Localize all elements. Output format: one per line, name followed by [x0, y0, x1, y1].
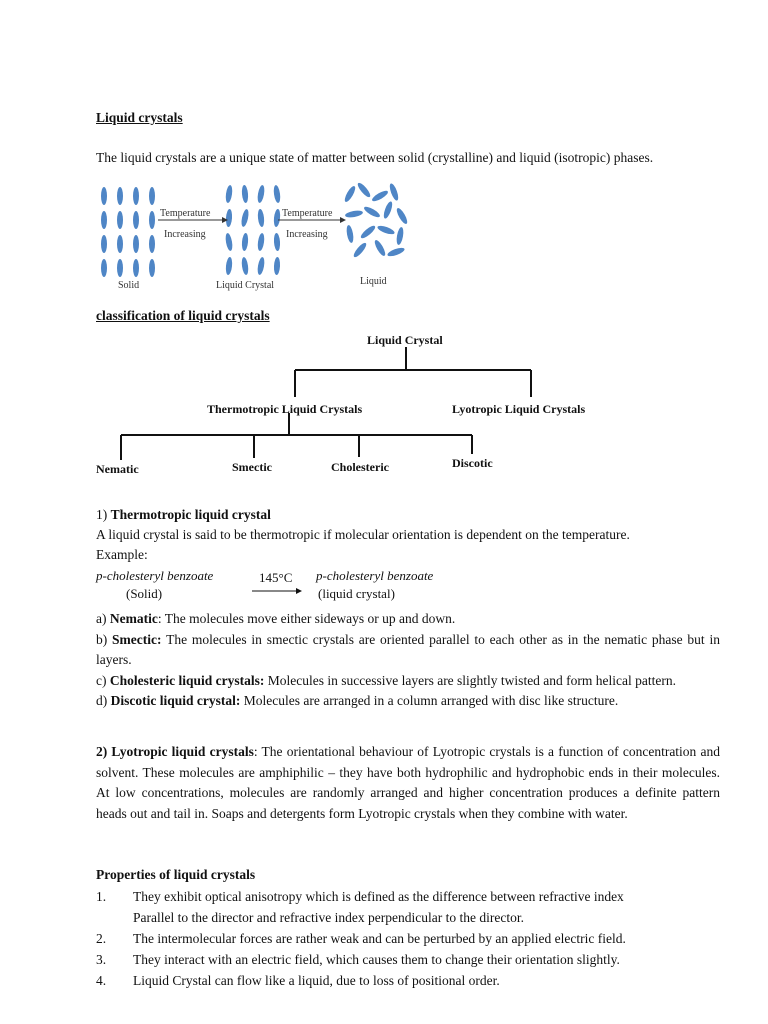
- tree-smectic: Smectic: [232, 460, 272, 474]
- example-label: Example:: [96, 547, 148, 562]
- liquid-label: Liquid: [360, 276, 387, 287]
- thermotropic-number: 1): [96, 507, 111, 522]
- intro-paragraph: The liquid crystals are a unique state of matter between solid (crystalline) and liquid (isotropic) phases.: [96, 150, 654, 165]
- reaction-arrow: [252, 586, 302, 596]
- liquid-crystal-label: Liquid Crystal: [216, 280, 275, 291]
- reaction-condition: 145°C: [259, 570, 293, 585]
- thermotropic-definition: A liquid crystal is said to be thermotropic if molecular orientation is dependent on the temperature.: [96, 527, 630, 542]
- product-state: (liquid crystal): [318, 586, 395, 601]
- reactant-state: (Solid): [126, 586, 163, 601]
- tree-discotic: Discotic: [452, 456, 493, 470]
- solid-label: Solid: [118, 280, 140, 291]
- lyotropic-paragraph: [96, 742, 720, 824]
- tree-nematic: Nematic: [96, 462, 139, 476]
- classification-heading: classification of liquid crystals: [96, 308, 270, 323]
- list-item: 3. They interact with an electric field, which causes them to change their orientation slightly.: [96, 952, 620, 967]
- arrow1-label-line1: Temperature: [160, 208, 211, 219]
- classification-tree-lines: [0, 0, 768, 480]
- list-item-continuation: Parallel to the director and refractive index perpendicular to the director.: [133, 910, 524, 925]
- properties-heading: Properties of liquid crystals: [96, 867, 256, 882]
- properties-list: [96, 886, 726, 991]
- thermotropic-title: Thermotropic liquid crystal: [110, 507, 271, 522]
- type-cholesteric: c) Cholesteric liquid crystals: Molecules in successive layers are slightly twisted and form helical pattern.: [96, 672, 676, 688]
- list-item: 2. The intermolecular forces are rather weak and can be perturbed by an applied electric field.: [96, 931, 626, 946]
- type-smectic: b) Smectic: The molecules in smectic crystals are oriented parallel to each other as in the nematic phase but in layers.: [96, 631, 720, 667]
- list-item: 1. They exhibit optical anisotropy which is defined as the difference between refractive index: [96, 889, 624, 904]
- page-title: Liquid crystals: [96, 110, 183, 125]
- tree-thermotropic: Thermotropic Liquid Crystals: [207, 402, 363, 416]
- reaction-equation: [96, 568, 456, 608]
- lyotropic-text: : The orientational behaviour of Lyotropic crystals is a function of concentration and solvent. These molecules are amphiphilic – they have both hydrophilic and hydrophobic ends in their molecules. At low concentrations, molecules are randomly arranged and higher concentration produces a definite pattern heads out and tail in. Soaps and detergents form Lyotropic crystals when they combine with water.: [96, 744, 720, 821]
- lyotropic-heading: 2) Lyotropic liquid crystals: [96, 744, 254, 759]
- thermotropic-types: [96, 609, 720, 712]
- list-item: 4. Liquid Crystal can flow like a liquid, due to loss of positional order.: [96, 973, 500, 988]
- tree-root-liquid-crystal: Liquid Crystal: [367, 333, 443, 347]
- arrow2-label-line2: Increasing: [286, 229, 328, 240]
- thermotropic-heading: [96, 506, 271, 524]
- tree-lyotropic: Lyotropic Liquid Crystals: [452, 402, 586, 416]
- tree-cholesteric: Cholesteric: [331, 460, 389, 474]
- arrow1-label-line2: Increasing: [164, 229, 206, 240]
- reactant: p-cholesteryl benzoate: [96, 568, 214, 583]
- arrow2-label-line1: Temperature: [282, 208, 333, 219]
- type-nematic: a) Nematic: The molecules move either sideways or up and down.: [96, 611, 456, 626]
- type-discotic: d) Discotic liquid crystal: Molecules are arranged in a column arranged with disc like structure.: [96, 693, 619, 708]
- product: p-cholesteryl benzoate: [316, 568, 434, 583]
